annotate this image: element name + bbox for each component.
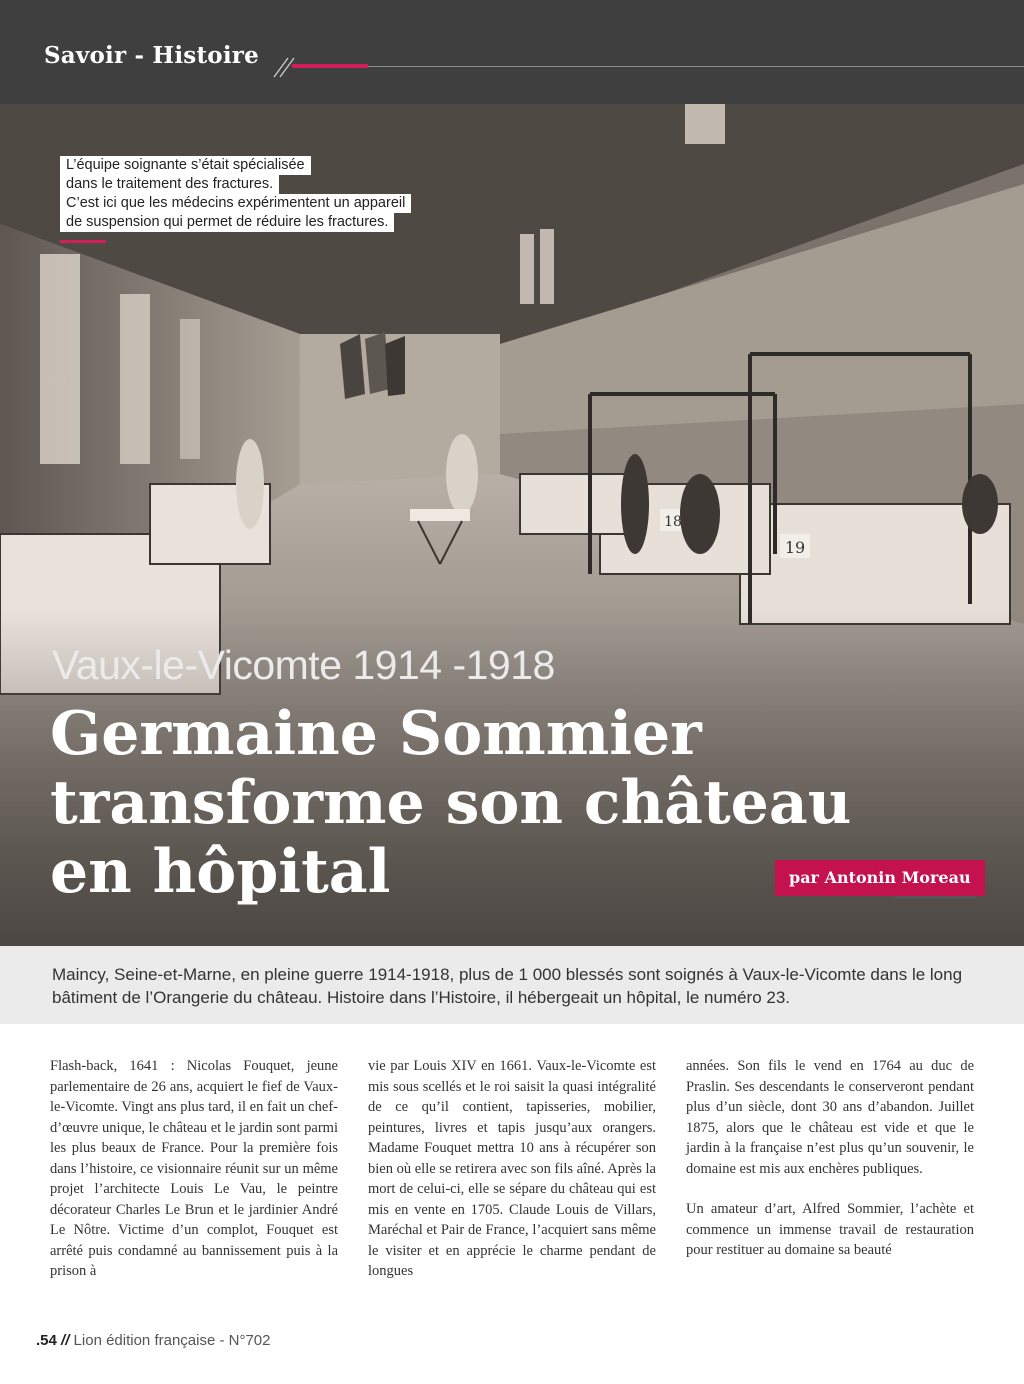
photo-caption bbox=[60, 156, 411, 232]
accent-rule bbox=[292, 64, 368, 68]
author-byline: par Antonin Moreau bbox=[775, 860, 985, 896]
caption-line: L’équipe soignante s’était spécialisée bbox=[60, 156, 311, 175]
caption-accent bbox=[60, 240, 106, 243]
body-paragraph: vie par Louis XIV en 1661. Vaux-le-Vicomte est mis sous scellés et le roi saisit la quasi intégralité de ce qu’il contient, tapisseries, mobilier, peintures, livres et tapis jusqu’aux orangers. Madame Fouquet mettra 10 ans à récupérer son bien où elle se retirera avec son fils aîné. Après la mort de celui-ci, elle se sépare du château qui est mis en vente en 1705. Claude Louis de Villars, Maréchal et Pair de France, l’acquiert sans même le visiter et en apprécie le charme pendant de longues bbox=[368, 1058, 656, 1279]
headline-line: transforme son château bbox=[50, 768, 852, 838]
headline-line: en hôpital bbox=[50, 837, 391, 907]
page-number: .54 bbox=[36, 1332, 57, 1349]
body-paragraph: Flash-back, 1641 : Nicolas Fouquet, jeune parlementaire de 26 ans, acquiert le fief de Vaux-le-Vicomte. Vingt ans plus tard, il en fait un chef-d’œuvre unique, le château et le jardin sont parmi les plus beaux de France. Pour la première fois dans l’histoire, ce visionnaire réunit sur un même projet l’architecte Louis Le Vau, le peintre décorateur Charles Le Brun et le jardinier André Le Nôtre. Victime d’un complot, Fouquet est arrêté puis condamné au bannissement puis à la prison à bbox=[50, 1058, 338, 1279]
header-rule bbox=[368, 66, 1024, 67]
body-paragraph: Un amateur d’art, Alfred Sommier, l’achète et commence un immense travail de restauration pour restituer au domaine sa beauté bbox=[686, 1201, 974, 1258]
caption-line: C’est ici que les médecins expérimentent un appareil bbox=[60, 194, 411, 213]
footer-separator: // bbox=[61, 1332, 70, 1349]
lead-panel bbox=[0, 946, 1024, 1024]
article-kicker: Vaux-le-Vicomte 1914 -1918 bbox=[52, 642, 555, 688]
caption-line: de suspension qui permet de réduire les fractures. bbox=[60, 213, 394, 232]
lead-paragraph: Maincy, Seine-et-Marne, en pleine guerre 1914-1918, plus de 1 000 blessés sont soignés à Vaux-le-Vicomte dans le long bâtiment de l’Orangerie du château. Histoire dans l’Histoire, il hébergeait un hôpital, le numéro 23. bbox=[52, 965, 963, 1007]
page-footer bbox=[36, 1332, 271, 1349]
body-column-2 bbox=[368, 1056, 656, 1282]
body-column-3 bbox=[686, 1056, 974, 1261]
section-title: Savoir - Histoire bbox=[44, 42, 259, 69]
section-header-bar bbox=[0, 0, 1024, 104]
publication-name: Lion édition française - N°702 bbox=[73, 1332, 271, 1349]
body-paragraph: années. Son fils le vend en 1764 au duc de Praslin. Ses descendants le conserveront pendant plus d’un siècle, dont 30 ans d’abandon. Juillet 1875, alors que le château est vide et que le jardin à la française n’est plus qu’un souvenir, le domaine est mis aux enchères publiques. bbox=[686, 1058, 974, 1177]
byline-shadow bbox=[895, 896, 975, 899]
caption-line: dans le traitement des fractures. bbox=[60, 175, 279, 194]
headline-line: Germaine Sommier bbox=[50, 699, 702, 769]
body-column-1 bbox=[50, 1056, 338, 1282]
